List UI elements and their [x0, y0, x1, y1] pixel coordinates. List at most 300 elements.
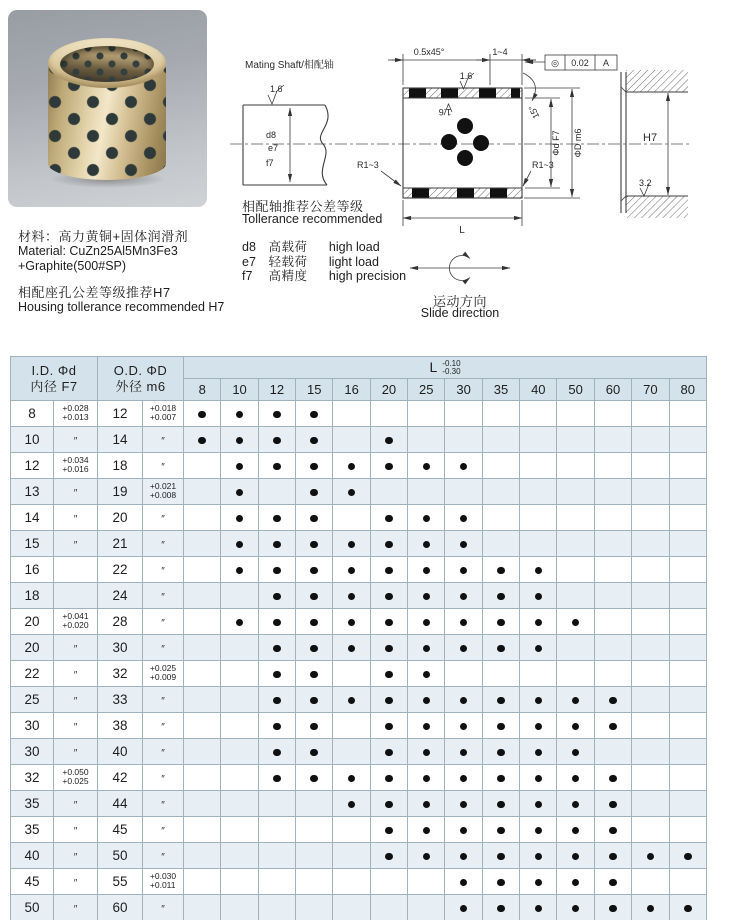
availability-dot [684, 905, 692, 913]
avail-cell [632, 817, 669, 843]
housing-bore-label: H7 [643, 132, 658, 144]
avail-cell [669, 765, 707, 791]
table-row [11, 817, 707, 843]
availability-dot [348, 463, 356, 471]
availability-dot [310, 437, 318, 445]
availability-dot [423, 619, 431, 627]
avail-cell [184, 401, 221, 427]
datum-label: A [602, 58, 610, 68]
graphite-plug [457, 188, 474, 198]
angle-label: 15° [526, 103, 542, 121]
avail-cell [520, 791, 557, 817]
shaft-grade-f7: f7 [266, 158, 274, 168]
availability-dot [236, 619, 244, 627]
avail-cell [258, 531, 295, 557]
graphite-plug [479, 88, 496, 98]
table-row [11, 531, 707, 557]
l-size-header: 8 [184, 379, 221, 401]
avail-cell [221, 843, 258, 869]
avail-cell [669, 427, 707, 453]
od-cell: 24 [98, 583, 143, 609]
l-size-header: 70 [632, 379, 669, 401]
avail-cell [482, 479, 519, 505]
l-size-header: 25 [408, 379, 445, 401]
od-column-header [98, 357, 184, 401]
avail-cell [557, 583, 594, 609]
availability-dot [609, 775, 617, 783]
id-cell: 22 [11, 661, 54, 687]
table-row [11, 427, 707, 453]
avail-cell [520, 531, 557, 557]
avail-cell [594, 895, 631, 920]
availability-dot [273, 437, 281, 445]
table-row [11, 765, 707, 791]
avail-cell [594, 713, 631, 739]
avail-cell [632, 739, 669, 765]
availability-dot [236, 567, 244, 575]
availability-dot [572, 853, 580, 861]
avail-cell [258, 661, 295, 687]
availability-dot [348, 593, 356, 601]
availability-dot [609, 827, 617, 835]
avail-cell [482, 817, 519, 843]
avail-cell [669, 453, 707, 479]
availability-dot [310, 411, 318, 419]
avail-cell [594, 687, 631, 713]
table-row [11, 479, 707, 505]
avail-cell [557, 635, 594, 661]
avail-cell [184, 609, 221, 635]
avail-cell [482, 843, 519, 869]
tolerance-value: 0.02 [571, 58, 589, 68]
od-cell: 33 [98, 687, 143, 713]
availability-dot [273, 645, 281, 653]
id-tol-cell: ″ [54, 427, 98, 453]
l-tol-lower: -0.30 [442, 367, 461, 377]
availability-dot [273, 411, 281, 419]
avail-cell [333, 817, 370, 843]
availability-dot [236, 463, 244, 471]
availability-dot [423, 645, 431, 653]
avail-cell [445, 479, 482, 505]
avail-cell [669, 687, 707, 713]
grade-en: high load [328, 240, 380, 254]
avail-cell [258, 583, 295, 609]
avail-cell [258, 479, 295, 505]
avail-cell [370, 765, 407, 791]
id-tol-cell [54, 583, 98, 609]
avail-cell [632, 583, 669, 609]
l-size-header: 30 [445, 379, 482, 401]
avail-cell [632, 427, 669, 453]
avail-cell [445, 531, 482, 557]
avail-cell [333, 401, 370, 427]
availability-dot [385, 801, 393, 809]
avail-cell [184, 895, 221, 920]
id-cell: 14 [11, 505, 54, 531]
avail-cell [333, 531, 370, 557]
availability-dot [385, 671, 393, 679]
availability-dot [572, 775, 580, 783]
avail-cell [594, 869, 631, 895]
id-tol-cell: ″ [54, 479, 98, 505]
avail-cell [669, 661, 707, 687]
availability-dot [310, 515, 318, 523]
availability-dot [497, 775, 505, 783]
avail-cell [520, 869, 557, 895]
table-row [11, 401, 707, 427]
avail-cell [296, 505, 333, 531]
avail-cell [632, 453, 669, 479]
avail-cell [520, 505, 557, 531]
avail-cell [632, 401, 669, 427]
availability-dot [535, 801, 543, 809]
od-tol-cell: ″ [143, 505, 184, 531]
avail-cell [445, 505, 482, 531]
extension-lines [403, 200, 522, 226]
avail-cell [184, 687, 221, 713]
availability-dot [273, 593, 281, 601]
shaft-tolerance-caption-en: Tollerance recommended [242, 212, 383, 226]
id-tol-cell: ″ [54, 843, 98, 869]
l-size-header: 10 [221, 379, 258, 401]
availability-dot [535, 879, 543, 887]
avail-cell [445, 817, 482, 843]
availability-dot [460, 567, 468, 575]
availability-dot [535, 749, 543, 757]
avail-cell [520, 817, 557, 843]
availability-dot [684, 853, 692, 861]
avail-cell [594, 453, 631, 479]
avail-cell [482, 791, 519, 817]
avail-cell [632, 661, 669, 687]
radius-left-label: R1~3 [357, 160, 379, 170]
avail-cell [408, 401, 445, 427]
avail-cell [296, 401, 333, 427]
avail-cell [296, 583, 333, 609]
avail-cell [370, 895, 407, 920]
id-cell: 15 [11, 531, 54, 557]
id-tol-cell: +0.028 +0.013 [54, 401, 98, 427]
avail-cell [370, 791, 407, 817]
avail-cell [258, 869, 295, 895]
availability-dot [535, 619, 543, 627]
avail-cell [632, 635, 669, 661]
od-tol-cell: ″ [143, 713, 184, 739]
avail-cell [594, 427, 631, 453]
od-tol-cell: ″ [143, 531, 184, 557]
chamfer-label: 0.5x45° [413, 47, 445, 57]
avail-cell [669, 505, 707, 531]
availability-dot [423, 593, 431, 601]
od-tol-cell: ″ [143, 765, 184, 791]
bore-dim-label: Φd F7 [551, 130, 561, 156]
avail-cell [557, 531, 594, 557]
avail-cell [221, 427, 258, 453]
avail-cell [221, 635, 258, 661]
avail-cell [632, 687, 669, 713]
plug-dot [473, 135, 489, 151]
avail-cell [370, 739, 407, 765]
availability-dot [310, 463, 318, 471]
housing-tolerance-en: Housing tollerance recommended H7 [18, 300, 225, 314]
od-cell: 21 [98, 531, 143, 557]
availability-dot [236, 515, 244, 523]
avail-cell [520, 687, 557, 713]
availability-dot [497, 749, 505, 757]
table-row [11, 895, 707, 920]
avail-cell [333, 765, 370, 791]
id-cell: 32 [11, 765, 54, 791]
id-tol-cell: ″ [54, 869, 98, 895]
od-cell: 19 [98, 479, 143, 505]
availability-dot [385, 853, 393, 861]
avail-cell [258, 401, 295, 427]
shaft-grade-d8: d8 [266, 130, 277, 140]
availability-dot [535, 775, 543, 783]
avail-cell [632, 869, 669, 895]
availability-dot [423, 567, 431, 575]
avail-cell [632, 765, 669, 791]
avail-cell [594, 765, 631, 791]
id-tol-cell: ″ [54, 687, 98, 713]
radius-right-label: R1~3 [532, 160, 554, 170]
avail-cell [333, 427, 370, 453]
avail-cell [445, 791, 482, 817]
availability-dot [460, 879, 468, 887]
avail-cell [258, 843, 295, 869]
od-cell: 18 [98, 453, 143, 479]
table-row [11, 843, 707, 869]
avail-cell [669, 635, 707, 661]
availability-dot [572, 879, 580, 887]
avail-cell [370, 427, 407, 453]
avail-cell [594, 739, 631, 765]
avail-cell [184, 557, 221, 583]
availability-dot [348, 645, 356, 653]
avail-cell [184, 453, 221, 479]
grade-code: f7 [242, 269, 253, 283]
avail-cell [557, 505, 594, 531]
avail-cell [482, 713, 519, 739]
availability-dot [535, 853, 543, 861]
avail-cell [520, 895, 557, 920]
od-header-line1: O.D. ΦD [113, 362, 168, 378]
availability-dot [572, 619, 580, 627]
avail-cell [594, 791, 631, 817]
avail-cell [669, 479, 707, 505]
id-tol-cell: ″ [54, 661, 98, 687]
avail-cell [221, 661, 258, 687]
l-size-header: 35 [482, 379, 519, 401]
od-tol-cell: ″ [143, 427, 184, 453]
avail-cell [445, 609, 482, 635]
avail-cell [520, 661, 557, 687]
availability-dot [310, 697, 318, 705]
avail-cell [520, 583, 557, 609]
avail-cell [221, 869, 258, 895]
avail-cell [445, 635, 482, 661]
availability-dot [572, 723, 580, 731]
availability-dot [385, 749, 393, 757]
l-tol-upper: -0.10 [442, 359, 461, 369]
availability-dot [348, 619, 356, 627]
avail-cell [594, 817, 631, 843]
avail-cell [520, 453, 557, 479]
avail-cell [520, 479, 557, 505]
id-tol-cell: ″ [54, 895, 98, 920]
avail-cell [557, 739, 594, 765]
l-size-header: 12 [258, 379, 295, 401]
availability-dot [460, 697, 468, 705]
avail-cell [445, 739, 482, 765]
availability-dot [310, 619, 318, 627]
availability-dot [310, 723, 318, 731]
od-cell: 60 [98, 895, 143, 920]
avail-cell [669, 401, 707, 427]
od-tol-cell: ″ [143, 583, 184, 609]
od-cell: 40 [98, 739, 143, 765]
availability-dot [535, 567, 543, 575]
avail-cell [258, 557, 295, 583]
technical-drawing [228, 30, 738, 330]
avail-cell [333, 687, 370, 713]
avail-cell [296, 453, 333, 479]
avail-cell [333, 479, 370, 505]
od-tol-cell: ″ [143, 453, 184, 479]
avail-cell [333, 557, 370, 583]
avail-cell [258, 713, 295, 739]
table-row [11, 791, 707, 817]
avail-cell [296, 765, 333, 791]
avail-cell [445, 895, 482, 920]
housing-tolerance-zh: 相配座孔公差等级推荐H7 [18, 285, 171, 300]
avail-cell [445, 713, 482, 739]
graphite-plug [490, 188, 507, 198]
avail-cell [296, 557, 333, 583]
avail-cell [296, 427, 333, 453]
avail-cell [482, 765, 519, 791]
availability-dot [460, 749, 468, 757]
avail-cell [296, 843, 333, 869]
bushing-section-drawing [357, 47, 617, 236]
avail-cell [482, 635, 519, 661]
availability-dot [647, 905, 655, 913]
avail-cell [370, 869, 407, 895]
mating-shaft-drawing [243, 58, 334, 185]
avail-cell [557, 843, 594, 869]
avail-cell [221, 687, 258, 713]
grade-en: light load [328, 254, 379, 269]
availability-dot [310, 567, 318, 575]
l-header-letter: L [429, 358, 438, 375]
avail-cell [296, 895, 333, 920]
l-size-header: 60 [594, 379, 631, 401]
avail-cell [184, 713, 221, 739]
avail-cell [445, 765, 482, 791]
od-cell: 42 [98, 765, 143, 791]
avail-cell [520, 635, 557, 661]
avail-cell [557, 427, 594, 453]
od-tol-cell: ″ [143, 687, 184, 713]
material-line-en: Material: CuZn25Al5Mn3Fe3 [18, 244, 178, 258]
availability-dot [423, 827, 431, 835]
od-tol-cell: +0.025 +0.009 [143, 661, 184, 687]
id-cell: 30 [11, 713, 54, 739]
avail-cell [184, 739, 221, 765]
shaft-break-line [320, 105, 328, 185]
availability-dot [460, 853, 468, 861]
availability-dot [423, 853, 431, 861]
id-tol-cell: ″ [54, 791, 98, 817]
avail-cell [258, 765, 295, 791]
length-dim-label: L [459, 225, 465, 236]
avail-cell [184, 427, 221, 453]
availability-dot [572, 801, 580, 809]
avail-cell [296, 817, 333, 843]
avail-cell [296, 791, 333, 817]
availability-dot [497, 879, 505, 887]
avail-cell [669, 739, 707, 765]
avail-cell [594, 531, 631, 557]
avail-cell [557, 687, 594, 713]
grade-en: high precision [328, 269, 407, 283]
avail-cell [258, 791, 295, 817]
avail-cell [557, 479, 594, 505]
id-cell: 20 [11, 609, 54, 635]
avail-cell [408, 453, 445, 479]
avail-cell [445, 869, 482, 895]
avail-cell [333, 635, 370, 661]
id-cell: 50 [11, 895, 54, 920]
availability-dot [273, 619, 281, 627]
avail-cell [594, 401, 631, 427]
avail-cell [594, 505, 631, 531]
avail-cell [669, 895, 707, 920]
od-tol-cell: +0.018 +0.007 [143, 401, 184, 427]
avail-cell [370, 531, 407, 557]
avail-cell [296, 609, 333, 635]
id-tol-cell [54, 557, 98, 583]
od-tol-cell: ″ [143, 843, 184, 869]
availability-dot [385, 463, 393, 471]
avail-cell [482, 557, 519, 583]
avail-cell [445, 401, 482, 427]
availability-dot [460, 463, 468, 471]
availability-dot [497, 645, 505, 653]
availability-dot [497, 619, 505, 627]
grade-zh: 高精度 [268, 269, 308, 283]
availability-dot [497, 801, 505, 809]
availability-dot [609, 697, 617, 705]
avail-cell [557, 791, 594, 817]
od-tol-cell: +0.030 +0.011 [143, 869, 184, 895]
availability-dot [460, 827, 468, 835]
graphite-plug [409, 88, 426, 98]
material-line-graphite: +Graphite(500#SP) [18, 259, 127, 273]
avail-cell [520, 843, 557, 869]
availability-dot [348, 567, 356, 575]
availability-dot [460, 593, 468, 601]
avail-cell [445, 843, 482, 869]
slide-direction-en: Slide direction [420, 306, 500, 320]
l-size-header: 50 [557, 379, 594, 401]
availability-dot [460, 775, 468, 783]
avail-cell [333, 791, 370, 817]
material-line-zh: 材料：高力黄铜+固体润滑剂 [18, 229, 189, 244]
avail-cell [482, 739, 519, 765]
availability-dot [198, 437, 206, 445]
